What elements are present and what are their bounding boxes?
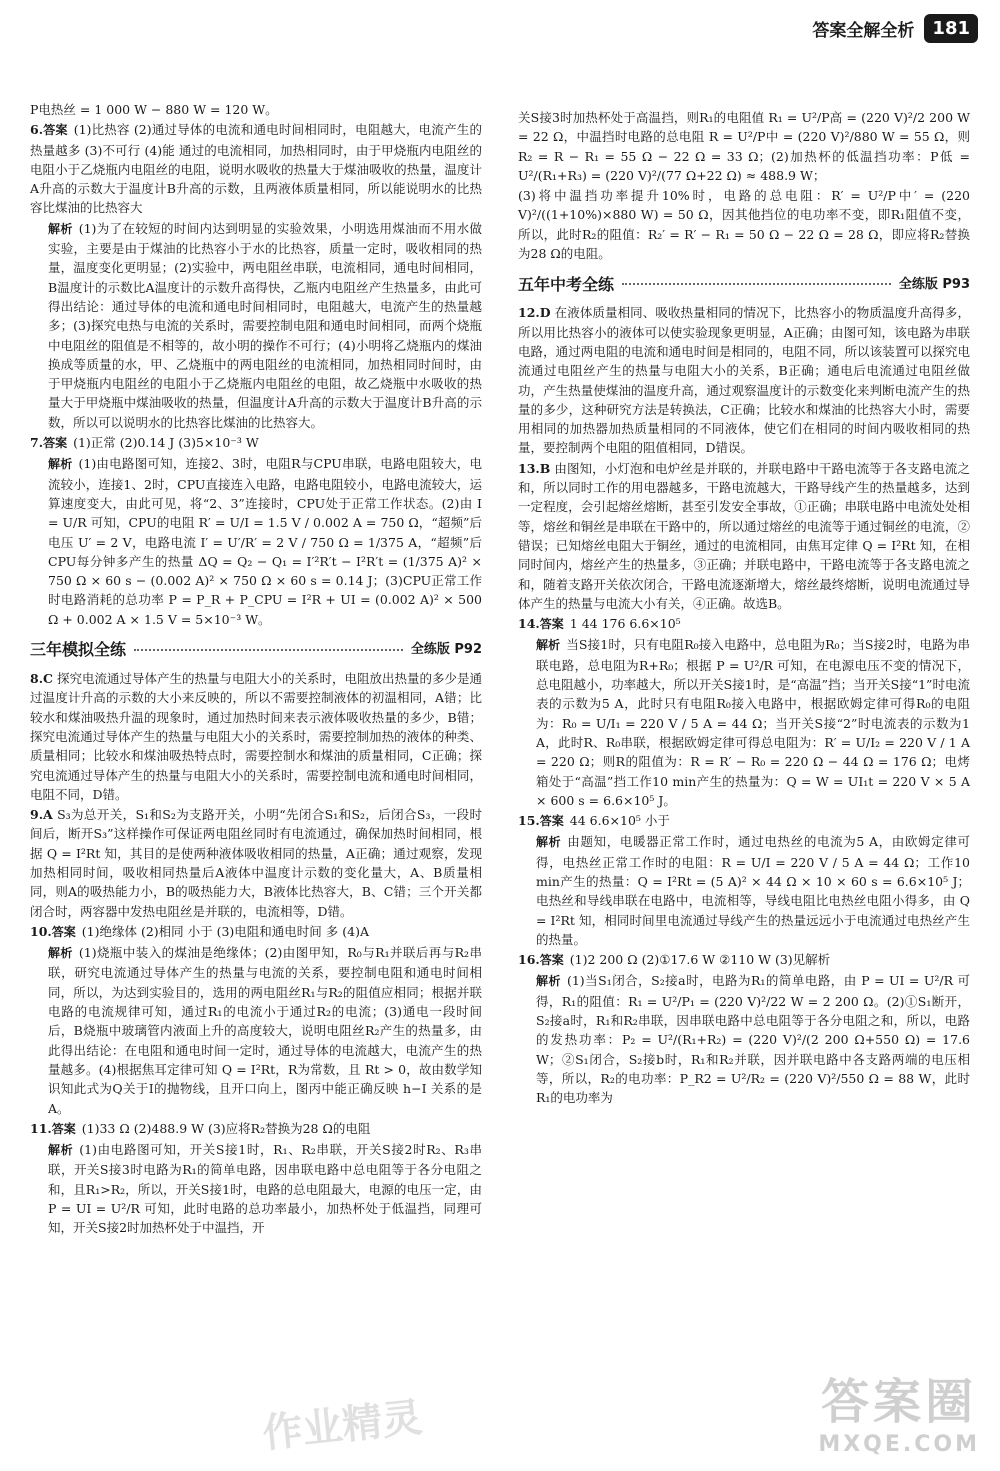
q7-answer-text: (1)正常 (2)0.14 J (3)5×10⁻³ W — [73, 435, 259, 451]
q6-answer — [30, 120, 482, 217]
q16-analysis — [518, 971, 970, 1107]
q8-text: 探究电流通过导体产生的热量与电阻大小的关系时，电阻放出热量的多少是通过温度计升高的示数的大小来反映的，所以不需要控制液体的初温相同，A错；比较水和煤油吸热升温的现象时，通过加热时间来表示液体吸收热量的多少，B错；探究电流通过导体产生的热量与电阻大小的关系时，需要控制加热的液体的种类、质量相同；比较水和煤油吸热特点时，需要控制水和煤油的质量相同，C正确；探究电流通过导体产生的热量与电阻大小的关系时，需要控制电流和通电时间相同，电阻不同，D错。 — [30, 671, 482, 802]
q16-number: 16. — [518, 952, 540, 968]
q14-analysis-text: 当S接1时，只有电阻R₀接入电路中，总电阻为R₀；当S接2时，电路为串联电路，总电阻为R+R₀；根据 P = U²/R 可知，在电源电压不变的情况下，总电阻越小，功率越大，所以开关S接1时，是“高温”挡；当开关S接“1”时电流表的示数为5 A，此时只有电阻R₀接入电路中，根据欧姆定律可得R₀的电阻为：R₀ = U/I₁ = 220 V / 5 A = 44 Ω；当开关S接“2”时电流表的示数为1 A，此时R、R₀串联，根据欧姆定律可得总电阻为：R′ = U/I₂ = 220 V / 1 A = 220 Ω；则R的阻值为：R = R′ − R₀ = 220 Ω − 44 Ω = 176 Ω；电烤箱处于“高温”挡工作10 min产生的热量为：Q = W = UI₁t = 220 V × 5 A × 600 s = 6.6×10⁵ J。 — [536, 637, 970, 808]
q16-analysis-text: (1)当S₁闭合，S₂接a时，电路为R₁的简单电路，由 P = UI = U²/R 可得，R₁的阻值：R₁ = U²/P₁ = (220 V)²/22 W = 2 200 Ω。(2)①S₁断开，S₂接a时，R₁和R₂串联，因串联电路中总电阻等于各分电阻之和，所以，电路的发热功率：P₂ = U²/(R₁+R₂) = (220 V)²/(2 200 Ω+550 Ω) = 17.6 W；②S₁闭合，S₂接b时，R₁和R₂并联，因并联电路中各支路两端的电压相等，所以，R₂的电功率：P_R2 = U²/R₂ = (220 V)²/550 Ω = 88 W，此时R₁的电功率为 — [536, 973, 970, 1106]
q14-analysis — [518, 635, 970, 810]
q8-number: 8.C — [30, 671, 53, 687]
q15-answer-text: 44 6.6×10⁵ 小于 — [569, 813, 670, 829]
q15-analysis-label: 解析 — [536, 835, 562, 850]
q15-analysis — [518, 832, 970, 949]
section-title: 三年模拟全练 — [30, 640, 127, 660]
header-title: 答案全解全析 — [812, 20, 915, 41]
q8 — [30, 669, 482, 804]
q9 — [30, 805, 482, 921]
q10-answer-text: (1)绝缘体 (2)相同 小于 (3)电阻和通电时间 多 (4)A — [81, 923, 369, 939]
q7-number: 7. — [30, 435, 44, 451]
right-column — [518, 108, 970, 1109]
q10-answer — [30, 922, 482, 942]
q14-answer-text: 1 44 176 6.6×10⁵ — [569, 616, 681, 632]
section-title: 五年中考全练 — [518, 274, 615, 294]
section-page-ref: 全练版 P92 — [410, 642, 482, 658]
q10-answer-label: 答案 — [51, 924, 76, 939]
q11-answer — [30, 1119, 482, 1139]
q9-text: S₃为总开关，S₁和S₂为支路开关，小明“先闭合S₁和S₂，后闭合S₃，一段时间后，断开S₃”这样操作可保证两电阻丝同时有电流通过，确保加热时间相同，根据 Q = I²Rt 知，其目的是使两种液体吸收相同的热量，A正确；通过观察，发现加热相同时间，吸收相同热量后A液体中温度计示数的变化量大，A、B质量相同，则A的吸热能力小，B的吸热能力大，B液体比热容大，B、C错；三个开关都闭合时，两容器中发热电阻丝是并联的，电流相等，D错。 — [30, 807, 482, 919]
q7-analysis-text: (1)由电路图可知，连接2、3时，电阻R与CPU串联，电路电阻较大，电流较小，连接1、2时，CPU直接连入电路，电路电阻较小，电路电流较大，运算速度变大，由此可见，将“2、3”连接时，CPU处于正常工作状态。(2)由 I = U/R 可知，CPU的电阻 R′ = U/I = 1.5 V / 0.002 A = 750 Ω，“超频”后电压 U′ = 2 V，电路电流 I′ = U′/R′ = 2 V / 750 Ω = 1/375 A，“超频”后CPU每分钟多产生的热量 ΔQ = Q₂ − Q₁ = I′²R′t − I²R′t = (1/375 A)² × 750 Ω × 60 s − (0.002 A)² × 750 Ω × 60 s = 0.14 J；(3)CPU正常工作时电路消耗的总功率 P = P_R + P_CPU = I²R + UI = (0.002 A)² × 500 Ω + 0.002 A × 1.5 V = 5×10⁻³ W。 — [48, 456, 482, 627]
q11-analysis-label: 解析 — [48, 1143, 74, 1158]
left-column — [30, 100, 482, 1239]
q6-answer-label: 答案 — [43, 123, 68, 138]
q10-analysis-label: 解析 — [48, 946, 73, 961]
q11-answer-text: (1)33 Ω (2)488.9 W (3)应将R₂替换为28 Ω的电阻 — [81, 1120, 371, 1136]
q6-analysis-text: (1)为了在较短的时间内达到明显的实验效果，小明选用煤油而不用水做实验，主要是由于煤油的比热容小于水的比热容，质量一定时，吸收相同的热量，温度变化更明显；(2)实验中，两电阻丝串联，电流相同，通电时间相同，B温度计的示数比A温度计的示数升高得快，乙瓶内电阻丝产生热量多，由此可得出结论：通过导体的电流和通电时间相同时，电阻越大，电流产生的热量越多；(3)探究电热与电流的关系时，需要控制电阻和通电时间相同，而两个烧瓶中电阻丝的阻值是不相等的，故小明的操作不可行；(4)小明将乙烧瓶内的煤油换成等质量的水，甲、乙烧瓶中的两电阻丝的电流相同，加热相同时间时，由于甲烧瓶内电阻丝的电阻小于乙烧瓶内电阻丝的电阻，故乙烧瓶中水吸收的热量大于甲烧瓶中煤油吸收的热量，但温度计A升高的示数大于温度计B升高的示数，所以可以说明水的比热容比煤油的比热容大。 — [48, 220, 482, 430]
section-divider — [622, 283, 891, 285]
q11-part3: (3)将中温挡功率提升10%时，电路的总电阻：R′ = U²/P中′ = (220 V)²/((1+10%)×880 W) = 50 Ω，因其他挡位的电功率不变，即R₁阻值不变，所以，此时R₂的阻值：R₂′ = R′ − R₁ = 50 Ω − 22 Ω = 28 Ω，即应将R₂替换为28 Ω的电阻。 — [518, 188, 970, 262]
q13 — [518, 459, 970, 613]
q9-number: 9.A — [30, 807, 53, 823]
q14-answer-label: 答案 — [539, 617, 564, 632]
q10-analysis-text: (1)烧瓶中装入的煤油是绝缘体；(2)由图甲知，R₀与R₁并联后再与R₂串联，研究电流通过导体产生的热量与电流的关系，要控制电阻和通电时间相同，所以，为达到实验目的，选用的两电阻丝R₁与R₂的阻值应相同；根据并联电路的电流规律可知，通过R₁的电流小于通过R₂的电流；(3)通电一段时间后，B烧瓶中玻璃管内液面上升的高度较大，说明电阻丝R₂产生的热量多，由此得出结论：在电阻和通电时间一定时，通过导体的电流越大，电流产生的热量越多。(4)根据焦耳定律可知 Q = I²Rt，R为常数，且 Rt > 0，故由数学知识知此式为Q关于I的抛物线，且开口向上，图丙中能正确反映 h−I 关系的是A。 — [48, 945, 482, 1116]
q7-analysis — [30, 454, 482, 629]
q12 — [518, 303, 970, 457]
q15-answer — [518, 811, 970, 831]
q14-number: 14. — [518, 616, 540, 632]
q6-number: 6. — [30, 122, 44, 138]
section-three-year — [30, 637, 482, 663]
q7-answer — [30, 433, 482, 453]
page-number: 181 — [924, 14, 978, 43]
q6-analysis — [30, 219, 482, 432]
q15-number: 15. — [518, 813, 540, 829]
q13-number: 13.B — [518, 460, 551, 476]
q12-number: 12.D — [518, 305, 551, 321]
q6-analysis-label: 解析 — [48, 221, 73, 236]
q15-analysis-text: 由题知，电暖器正常工作时，通过电热丝的电流为5 A，由欧姆定律可得，电热丝正常工作时的电阻：R = U/I = 220 V / 5 A = 44 Ω；工作10 min产生的热量：Q = I²Rt = (5 A)² × 44 Ω × 10 × 60 s = 6.6×10⁵ J；电热丝和导线串联在电路中，电流相等，导线电阻比电热丝电阻小得多，由 Q = I²Rt 知，相同时间里电流通过导线产生的热量远远小于电流通过电热丝产生的热量。 — [536, 834, 970, 947]
site-watermark — [818, 1363, 980, 1457]
q11-continued: 关S接3时加热杯处于高温挡，则R₁的电阻值 R₁ = U²/P高 = (220 V)²/2 200 W = 22 Ω，中温挡时电路的总电阻 R = U²/P中 = (220 V)²/880 W = 55 Ω，则 R₂ = R − R₁ = 55 Ω − 22 Ω = 33 Ω；(2)加热杯的低温挡功率：P低 = U²/(R₁+R₃) = (220 V)²/(77 Ω+22 Ω) ≈ 488.9 W； — [518, 110, 970, 183]
q6-answer-text: (1)比热容 (2)通过导体的电流和通电时间相同时，电阻越大，电流产生的热量越多 (3)不可行 (4)能 通过的电流相同，加热相同时，由于甲烧瓶内电阻丝的电阻小于乙烧瓶内电阻丝的电阻，说明水吸收的热量大于煤油吸收的热量，温度计A升高的示数大于温度计B升高的示数，且两液体质量相同，所以能说明水的比热容比煤油的比热容大 — [30, 122, 482, 216]
q11-answer-label: 答案 — [51, 1121, 76, 1136]
q7-answer-label: 答案 — [43, 436, 68, 451]
watermark-logo: 答案圈 — [821, 1374, 978, 1430]
section-divider — [134, 649, 403, 651]
q15-answer-label: 答案 — [539, 814, 564, 829]
q13-text: 由图知，小灯泡和电炉丝是并联的，并联电路中干路电流等于各支路电流之和，所以同时工作的用电器越多，干路电流越大，干路导线产生的热量越多，达到一定程度，会引起熔丝熔断，甚至引发安全事故，①正确；串联电路中电流处处相等，熔丝和铜丝是串联在干路中的，所以通过熔丝的电流等于通过铜丝的电流，②错误；已知熔丝电阻大于铜丝，通过的电流相同，由焦耳定律 Q = I²Rt 知，在相同时间内，熔丝产生的热量多，③正确；并联电路中，干路电流等于各支路电流之和，随着支路开关依次闭合，干路电流逐渐增大，熔丝最终熔断，说明电流通过导体产生的热量与电流大小有关，④正确。故选B。 — [518, 460, 970, 611]
q11-analysis-text: (1)由电路图可知，开关S接1时，R₁、R₂串联，开关S接2时R₂、R₃串联，开关S接3时电路为R₁的简单电路，因串联电路中总电阻等于各分电阻之和，且R₁>R₂，所以，开关S接1时，电路的总电阻最大，电源的电压一定，由 P = UI = U²/R 可知，此时电路的总功率最小，加热杯处于低温挡，同理可知，开关S接2时加热杯处于中温挡，开 — [48, 1142, 482, 1236]
q10-number: 10. — [30, 923, 52, 939]
page-header — [812, 8, 978, 48]
q16-answer-label: 答案 — [539, 953, 564, 968]
stamp-watermark: 作业精灵 — [260, 1394, 425, 1458]
q12-text: 在液体质量相同、吸收热量相同的情况下，比热容小的物质温度升高得多，所以用比热容小的液体可以使实验现象更明显，A正确；由图可知，该电路为串联电路，通过两电阻的电流和通电时间是相同的，电阻不同，所以该装置可以探究电流通过电阻丝产生的热量与电阻大小的关系，B正确；通电后电流通过电阻丝做功，产生热量使煤油的温度升高，通过观察温度计的示数变化来判断电流产生的热量的多少，这种研究方法是转换法，C正确；比较水和煤油的比热容大小时，需要用相同的加热器加热质量相同的不同液体，使它们在相同的时间内吸收相同的热量，要控制两个电阻的阻值相同，D错误。 — [518, 305, 970, 456]
watermark-url: MXQE.COM — [818, 1432, 980, 1457]
power-line: P电热丝 = 1 000 W − 880 W = 120 W。 — [30, 102, 278, 117]
q7-analysis-label: 解析 — [48, 457, 73, 472]
q16-analysis-label: 解析 — [536, 974, 561, 989]
q10-analysis — [30, 943, 482, 1118]
q16-answer — [518, 950, 970, 970]
q11-analysis — [30, 1140, 482, 1237]
q16-answer-text: (1)2 200 Ω (2)①17.6 W ②110 W (3)见解析 — [569, 952, 831, 968]
q11-number: 11. — [30, 1120, 52, 1136]
q14-answer — [518, 614, 970, 634]
section-five-year — [518, 271, 970, 297]
section-page-ref: 全练版 P93 — [898, 276, 970, 292]
q14-analysis-label: 解析 — [536, 638, 561, 653]
